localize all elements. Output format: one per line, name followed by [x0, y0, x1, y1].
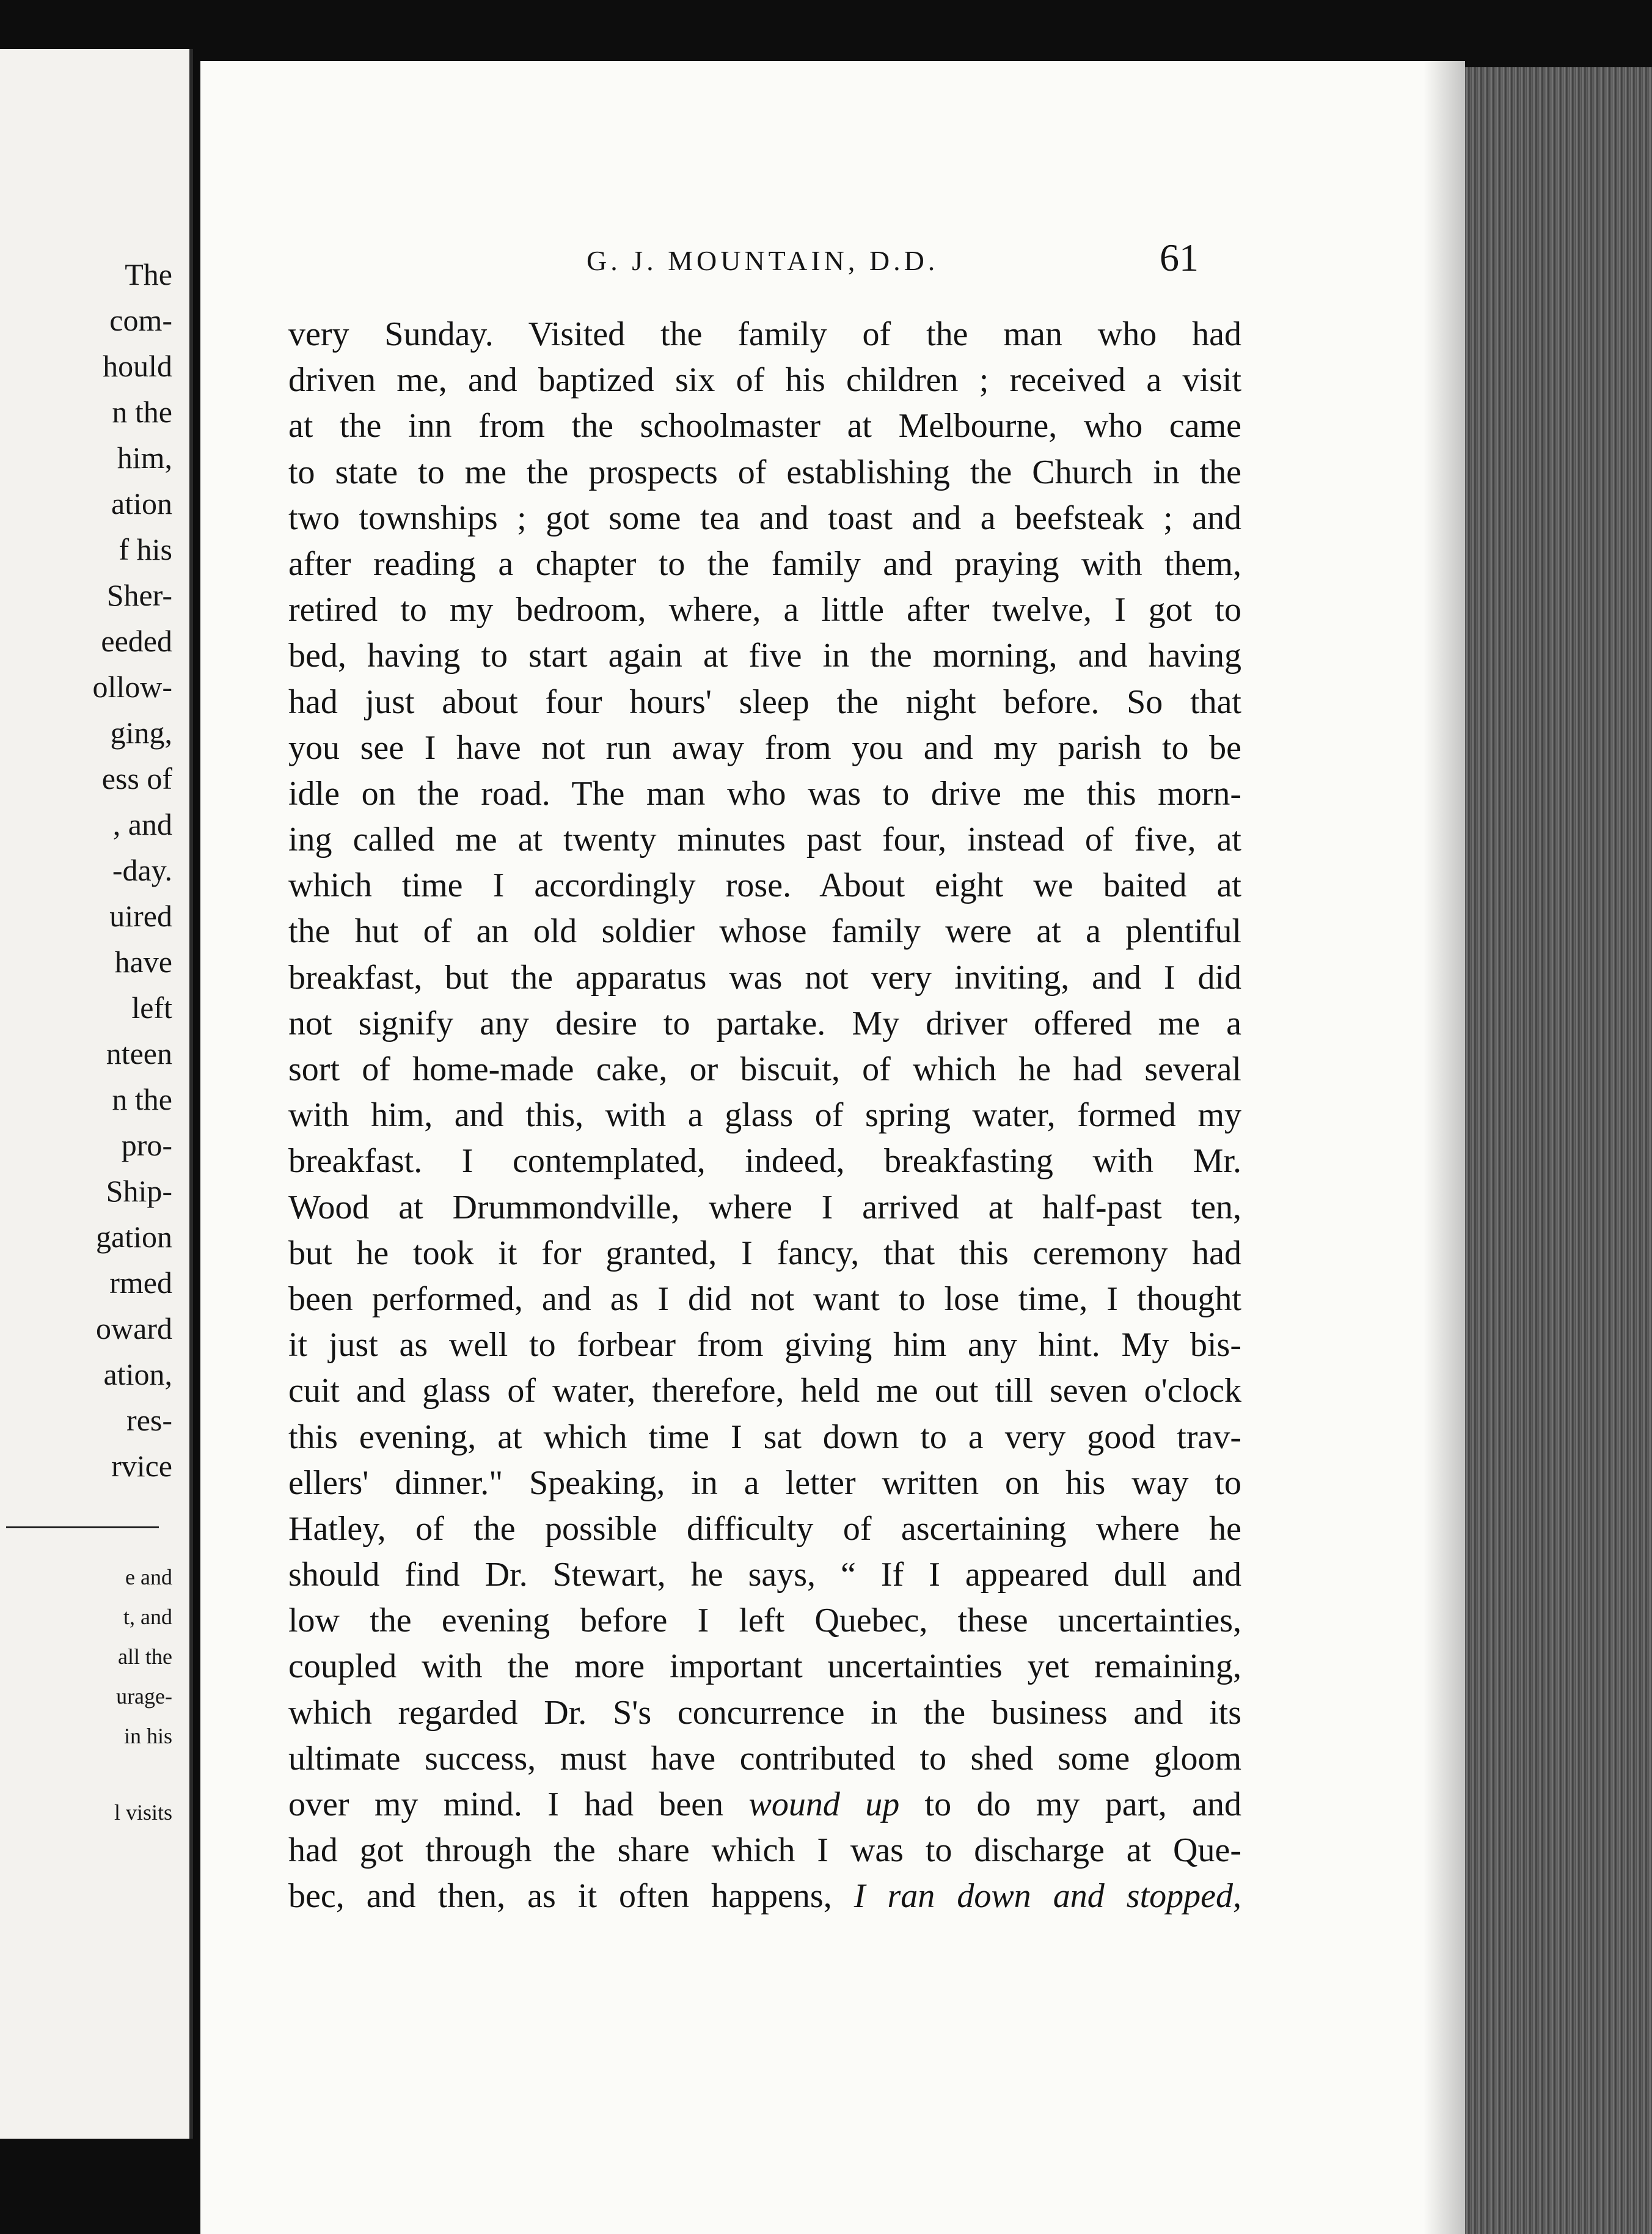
italic-text-run: I ran down and stopped,	[853, 1877, 1241, 1916]
left-page-footnote-fragment: in his	[123, 1724, 172, 1748]
text-line: ultimate success, must have contributed to shed some gloom	[288, 1739, 1241, 1778]
text-line: very Sunday. Visited the family of the man who had	[288, 315, 1241, 353]
text-line: after reading a chapter to the family and praying with them,	[288, 544, 1241, 583]
previous-page-fragment	[0, 49, 193, 2139]
book-page-edges	[1465, 67, 1652, 2234]
left-page-footnote-fragment: all the	[118, 1644, 172, 1669]
left-page-line-fragment: -day.	[112, 853, 172, 887]
running-head: G. J. MOUNTAIN, D.D.	[587, 245, 939, 276]
text-line: Hatley, of the possible difficulty of ascertaining where he	[288, 1509, 1241, 1548]
text-line: but he took it for granted, I fancy, that this ceremony had	[288, 1234, 1241, 1272]
left-page-line-fragment: ging,	[110, 716, 172, 750]
text-line: two townships ; got some tea and toast and a beefsteak ; and	[288, 499, 1241, 537]
text-line: this evening, at which time I sat down to a very good trav-	[288, 1418, 1241, 1456]
left-page-line-fragment: res-	[126, 1403, 172, 1437]
left-page-line-fragment: com-	[109, 303, 172, 337]
text-line: with him, and this, with a glass of spring water, formed my	[288, 1096, 1241, 1135]
page-curl-shadow	[1424, 61, 1465, 2234]
left-page-line-fragment: n the	[112, 1082, 172, 1116]
left-page-line-fragment: ess of	[101, 761, 172, 796]
text-line: you see I have not run away from you and my parish to be	[288, 728, 1241, 767]
text-line: driven me, and baptized six of his children ; received a visit	[288, 361, 1241, 400]
text-line: to state to me the prospects of establishing the Church in the	[288, 453, 1241, 491]
left-page-line-fragment: f his	[119, 532, 172, 566]
text-line: bed, having to start again at five in the morning, and having	[288, 637, 1241, 675]
left-page-footnote-fragment: urage-	[116, 1684, 172, 1708]
text-line: ellers' dinner." Speaking, in a letter written on his way to	[288, 1463, 1241, 1502]
text-run: to do my part, and	[899, 1785, 1241, 1823]
left-page-line-fragment: ation	[111, 486, 172, 521]
left-page-line-fragment: pro-	[121, 1128, 172, 1162]
page-number: 61	[1160, 236, 1199, 279]
text-line	[288, 1782, 1241, 1828]
footnote-rule	[6, 1526, 159, 1528]
text-line: it just as well to forbear from giving him any hint. My bis-	[288, 1326, 1241, 1364]
text-line	[288, 1873, 1241, 1919]
left-page-line-fragment: ation,	[103, 1357, 172, 1391]
text-line: not signify any desire to partake. My driver offered me a	[288, 1004, 1241, 1042]
text-line: had just about four hours' sleep the night before. So that	[288, 683, 1241, 721]
text-line: ing called me at twenty minutes past four, instead of five, at	[288, 821, 1241, 859]
left-page-line-fragment: have	[114, 945, 172, 979]
text-line: had got through the share which I was to discharge at Que-	[288, 1831, 1241, 1870]
text-line: which regarded Dr. S's concurrence in the business and its	[288, 1693, 1241, 1732]
text-line: cuit and glass of water, therefore, held me out till seven o'clock	[288, 1372, 1241, 1410]
left-page-line-fragment: uired	[109, 899, 172, 933]
body-text	[288, 312, 1241, 1920]
left-page-line-fragment: hould	[103, 349, 172, 383]
left-page-line-fragment: eeded	[101, 624, 172, 658]
left-page-footnote-fragment: t, and	[123, 1605, 172, 1629]
left-page-footnote-fragment: l visits	[114, 1800, 172, 1825]
italic-text-run: wound up	[748, 1785, 900, 1823]
text-line: which time I accordingly rose. About eight we baited at	[288, 866, 1241, 905]
left-page-line-fragment: gation	[96, 1220, 172, 1254]
text-run: bec, and then, as it often happens,	[288, 1877, 854, 1916]
left-page-line-fragment: him,	[117, 441, 172, 475]
left-page-line-fragment: The	[125, 257, 172, 291]
text-line: idle on the road. The man who was to drive me this morn-	[288, 774, 1241, 813]
text-run: over my mind. I had been	[288, 1785, 749, 1823]
left-page-footnote-fragment: e and	[125, 1565, 172, 1589]
text-line: should find Dr. Stewart, he says, “ If I appeared dull and	[288, 1556, 1241, 1594]
text-line: sort of home-made cake, or biscuit, of which he had several	[288, 1050, 1241, 1088]
text-line: breakfast, but the apparatus was not very inviting, and I did	[288, 958, 1241, 997]
left-page-line-fragment: rvice	[111, 1449, 172, 1483]
left-page-line-fragment: ollow-	[92, 670, 172, 704]
left-page-line-fragment: oward	[96, 1311, 172, 1346]
text-line: Wood at Drummondville, where I arrived at half-past ten,	[288, 1188, 1241, 1226]
left-page-line-fragment: n the	[112, 395, 172, 429]
left-page-line-fragment: , and	[112, 807, 172, 841]
text-line: retired to my bedroom, where, a little after twelve, I got to	[288, 591, 1241, 629]
text-line: low the evening before I left Quebec, these uncertainties,	[288, 1602, 1241, 1640]
text-line: at the inn from the schoolmaster at Melbourne, who came	[288, 407, 1241, 445]
left-page-line-fragment: left	[131, 991, 172, 1025]
left-page-line-fragment: Sher-	[106, 578, 172, 612]
left-page-line-fragment: rmed	[109, 1265, 172, 1300]
text-line: been performed, and as I did not want to lose time, I thought	[288, 1280, 1241, 1318]
text-line: the hut of an old soldier whose family were at a plentiful	[288, 912, 1241, 951]
text-line: breakfast. I contemplated, indeed, breakfasting with Mr.	[288, 1142, 1241, 1181]
text-line: coupled with the more important uncertainties yet remaining,	[288, 1647, 1241, 1686]
left-page-line-fragment: Ship-	[106, 1174, 172, 1208]
left-page-line-fragment: nteen	[106, 1036, 172, 1071]
